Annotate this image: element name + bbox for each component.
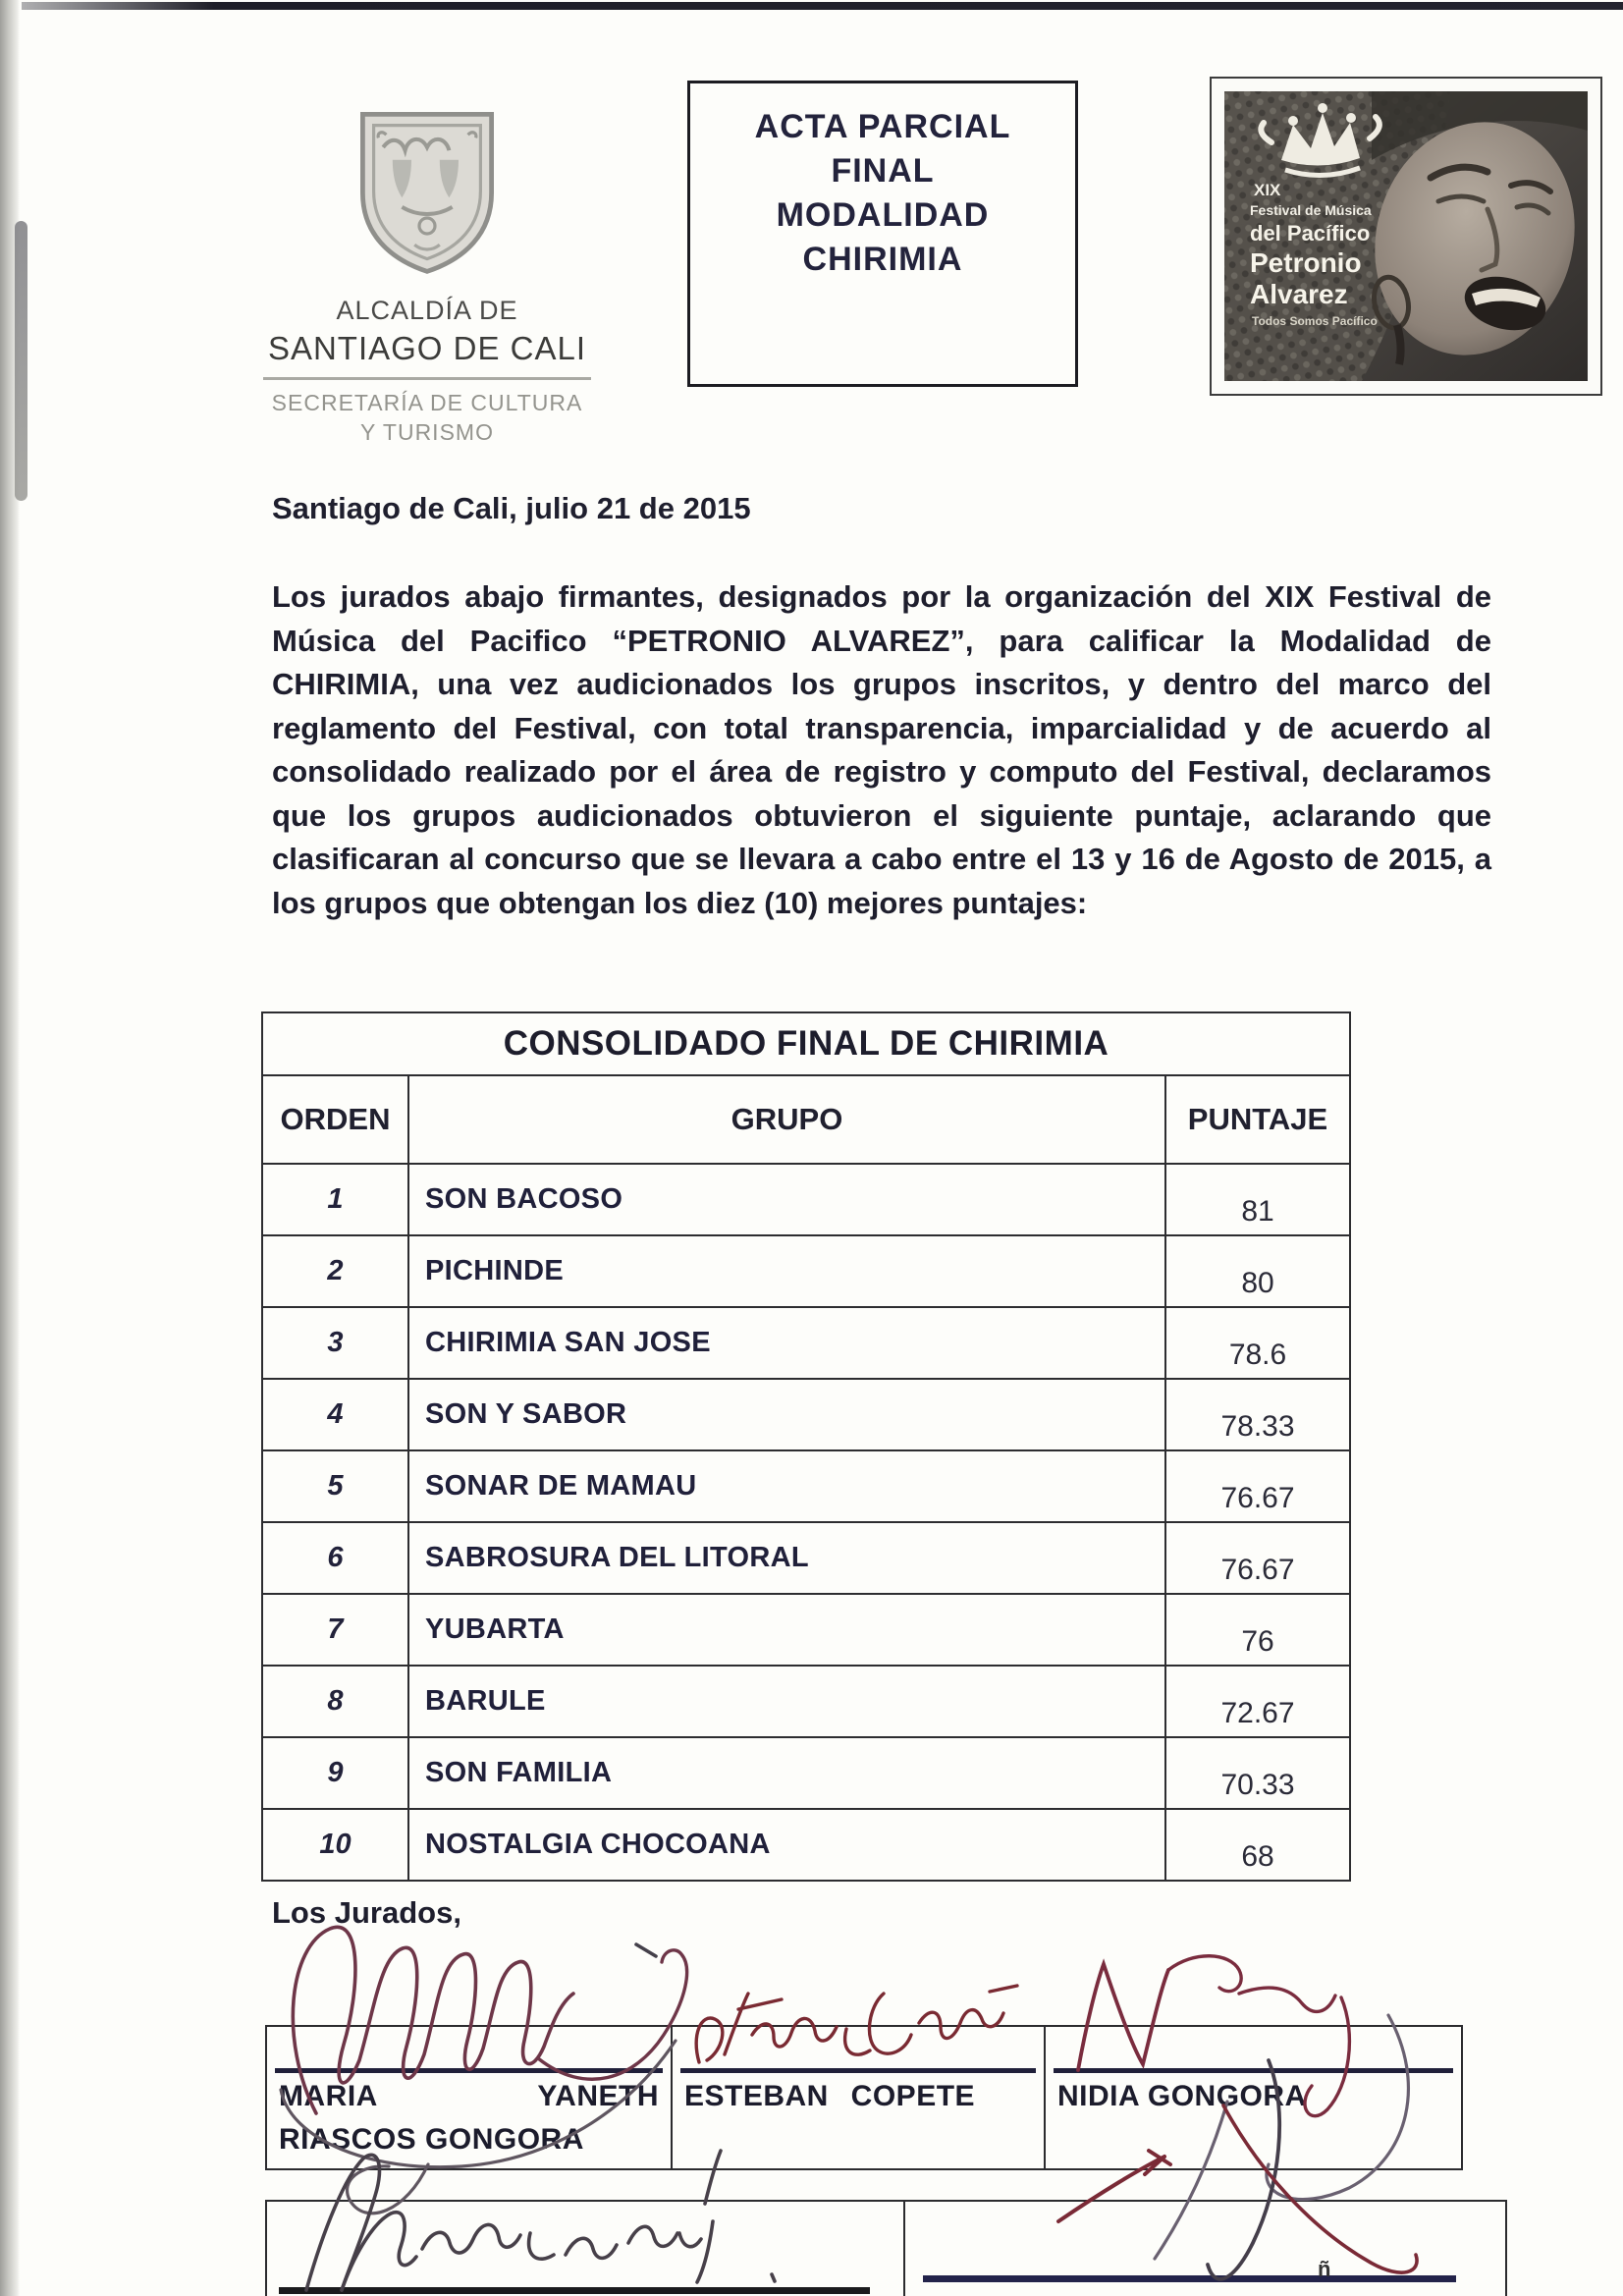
badge-tagline: Todos Somos Pacífico — [1252, 314, 1378, 328]
signature-cell-esteban-copete — [673, 2027, 1046, 2168]
closing-label: Los Jurados, — [272, 1895, 461, 1930]
table-row — [262, 1737, 1350, 1809]
badge-edition: XIX — [1254, 181, 1281, 199]
table-title: CONSOLIDADO FINAL DE CHIRIMIA — [262, 1012, 1350, 1075]
scan-edge-artifact — [15, 221, 27, 501]
cell-grupo: SONAR DE MAMAU — [408, 1450, 1165, 1522]
cell-puntaje: 68 — [1165, 1809, 1350, 1881]
juror-name-nidia-gongora: NIDIA GONGORA — [1057, 2080, 1307, 2112]
cali-shield-logo — [349, 106, 506, 283]
stray-mark: ñ — [1318, 2257, 1331, 2281]
table-row — [262, 1450, 1350, 1522]
signature-line — [279, 2287, 870, 2294]
cell-grupo: YUBARTA — [408, 1594, 1165, 1666]
cell-orden: 10 — [262, 1809, 408, 1881]
dateline: Santiago de Cali, julio 21 de 2015 — [272, 491, 751, 525]
cell-orden: 6 — [262, 1522, 408, 1594]
jurors-signature-table — [265, 2025, 1463, 2170]
cell-grupo: SON BACOSO — [408, 1164, 1165, 1235]
cell-grupo: SABROSURA DEL LITORAL — [408, 1522, 1165, 1594]
table-row — [262, 1666, 1350, 1737]
signature-line — [1054, 2068, 1453, 2073]
cell-puntaje: 76.67 — [1165, 1450, 1350, 1522]
cell-orden: 8 — [262, 1666, 408, 1737]
cell-grupo: BARULE — [408, 1666, 1165, 1737]
letterhead-divider — [263, 377, 591, 380]
festival-photo-art — [1224, 91, 1588, 381]
org-name-line1: ALCALDÍA DE — [336, 296, 518, 325]
signature-cell-nidia-gongora — [1046, 2027, 1461, 2168]
juror1-first-name: MARIA — [279, 2080, 378, 2112]
table-row — [262, 1379, 1350, 1450]
badge-line3: Petronio — [1250, 247, 1362, 278]
signature-cell-left — [267, 2202, 905, 2296]
table-row — [262, 1307, 1350, 1379]
table-row — [262, 1164, 1350, 1235]
col-header-grupo: GRUPO — [408, 1075, 1165, 1164]
cell-puntaje: 81 — [1165, 1164, 1350, 1235]
letterhead — [236, 106, 619, 447]
juror1-last-name: RIASCOS GONGORA — [279, 2123, 584, 2156]
results-table — [261, 1011, 1351, 1882]
juror-name-maria-yaneth — [279, 2080, 659, 2157]
signature-line — [680, 2068, 1036, 2073]
title-line-3: MODALIDAD — [776, 196, 990, 234]
cell-puntaje: 80 — [1165, 1235, 1350, 1307]
table-row — [262, 1809, 1350, 1881]
cell-puntaje: 76.67 — [1165, 1522, 1350, 1594]
cell-orden: 1 — [262, 1164, 408, 1235]
cell-orden: 9 — [262, 1737, 408, 1809]
table-row — [262, 1235, 1350, 1307]
cell-puntaje: 72.67 — [1165, 1666, 1350, 1737]
col-header-puntaje: PUNTAJE — [1165, 1075, 1350, 1164]
title-line-2: FINAL — [831, 152, 935, 190]
juror-name-esteban-copete: ESTEBAN COPETE — [684, 2080, 976, 2112]
cell-puntaje: 70.33 — [1165, 1737, 1350, 1809]
body-paragraph: Los jurados abajo firmantes, designados por la organización del XIX Festival de Música del Pacifico “PETRONIO ALVAREZ”, para calificar la Modalidad de CHIRIMIA, una vez audicionados los grupos inscritos, y dentro del marco del reglamento del Festival, con total transparencia, imparcialidad y de acuerdo al consolidado realizado por el área de registro y computo del Festival, declaramos que los grupos audicionados obtuvieron el siguiente puntaje, aclarando que clasificaran al concurso que se llevara a cabo entre el 13 y 16 de Agosto de 2015, a los grupos que obtengan los diez (10) mejores puntajes: — [272, 579, 1491, 920]
org-name-line2: SANTIAGO DE CALI — [267, 330, 587, 366]
cell-puntaje: 76 — [1165, 1594, 1350, 1666]
scan-edge-top — [22, 2, 1623, 10]
juror1-middle-name: YANETH — [537, 2080, 659, 2112]
table-row — [262, 1594, 1350, 1666]
cell-orden: 2 — [262, 1235, 408, 1307]
badge-line4: Alvarez — [1250, 279, 1348, 309]
cell-orden: 7 — [262, 1594, 408, 1666]
col-header-orden: ORDEN — [262, 1075, 408, 1164]
department-line2: Y TURISMO — [360, 419, 494, 445]
badge-line2: del Pacífico — [1250, 221, 1371, 246]
cell-grupo: SON Y SABOR — [408, 1379, 1165, 1450]
cell-puntaje: 78.33 — [1165, 1379, 1350, 1450]
cell-grupo: NOSTALGIA CHOCOANA — [408, 1809, 1165, 1881]
title-line-4: CHIRIMIA — [802, 241, 963, 278]
cell-orden: 5 — [262, 1450, 408, 1522]
cell-puntaje: 78.6 — [1165, 1307, 1350, 1379]
table-row — [262, 1522, 1350, 1594]
cell-grupo: PICHINDE — [408, 1235, 1165, 1307]
signature-line — [275, 2068, 663, 2073]
cell-grupo: CHIRIMIA SAN JOSE — [408, 1307, 1165, 1379]
document-title-box — [687, 81, 1078, 387]
festival-photo — [1210, 77, 1602, 396]
cell-orden: 3 — [262, 1307, 408, 1379]
signature-cell-right — [905, 2202, 1505, 2296]
cell-grupo: SON FAMILIA — [408, 1737, 1165, 1809]
signature-line — [923, 2275, 1456, 2282]
signature-cell-maria-yaneth — [267, 2027, 673, 2168]
cell-orden: 4 — [262, 1379, 408, 1450]
badge-line1: Festival de Música — [1250, 202, 1372, 218]
department-line1: SECRETARÍA DE CULTURA — [271, 390, 583, 415]
title-line-1: ACTA PARCIAL — [754, 108, 1011, 145]
